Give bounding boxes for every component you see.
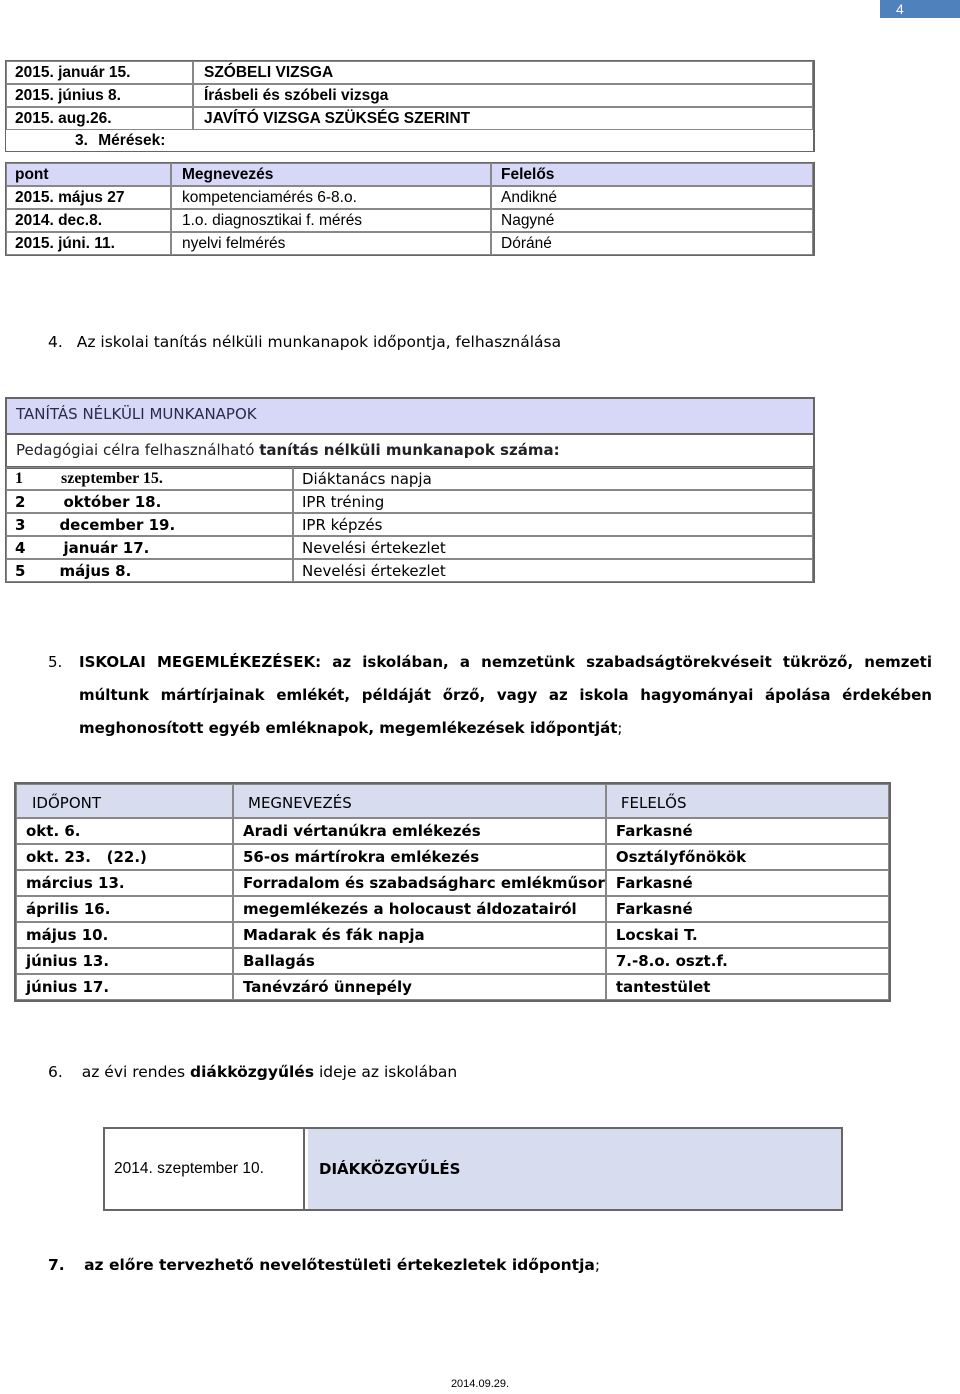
subtitle-emphasis: tanítás nélküli munkanapok száma: <box>259 441 560 459</box>
section-3-number: 3. <box>75 131 88 149</box>
table-row <box>6 513 813 536</box>
workday-purpose: Nevelési értekezlet <box>293 536 813 559</box>
section-number: 6. <box>48 1063 63 1081</box>
event-name: 56-os mártírokra emlékezés <box>233 844 606 870</box>
table-row <box>6 536 813 559</box>
event-owner: Osztályfőnökök <box>606 844 889 870</box>
event-owner: Farkasné <box>606 896 889 922</box>
table-row <box>16 870 889 896</box>
page-number: 4 <box>880 0 960 18</box>
table-row <box>6 490 813 513</box>
section-number: 4. <box>48 333 63 351</box>
column-header: pont <box>6 163 171 186</box>
workday-date: 3 december 19. <box>6 513 293 536</box>
measurement-name: 1.o. diagnosztikai f. mérés <box>171 209 491 232</box>
table-row <box>6 107 813 130</box>
measurement-owner: Dóráné <box>491 232 813 255</box>
table-row <box>16 818 889 844</box>
exam-description: Írásbeli és szóbeli vizsga <box>193 84 813 107</box>
section-text: az előre tervezhető nevelőtestületi értekezletek időpontja; <box>84 1256 601 1274</box>
section-title: Az iskolai tanítás nélküli munkanapok időpontja, felhasználása <box>76 333 562 351</box>
column-header: MEGNEVEZÉS <box>233 784 606 818</box>
event-date: június 13. <box>16 948 233 974</box>
workday-purpose: Nevelési értekezlet <box>293 559 813 582</box>
exam-description: JAVÍTÓ VIZSGA SZÜKSÉG SZERINT <box>193 107 813 130</box>
exam-date: 2015. június 8. <box>6 84 193 107</box>
subtitle-text: Pedagógiai célra felhasználható <box>16 441 260 459</box>
section-3-heading-row <box>6 130 813 151</box>
table-row <box>16 844 889 870</box>
table-row <box>6 232 813 255</box>
workdays-subtitle <box>7 435 813 467</box>
event-owner: 7.-8.o. oszt.f. <box>606 948 889 974</box>
event-owner: Farkasné <box>606 818 889 844</box>
assembly-label: DIÁKKÖZGYŰLÉS <box>308 1129 841 1209</box>
workday-purpose: IPR tréning <box>293 490 813 513</box>
table-row <box>16 948 889 974</box>
column-header: FELELŐS <box>606 784 889 818</box>
assembly-box <box>103 1127 843 1211</box>
section-7-heading <box>48 1256 600 1274</box>
event-date: április 16. <box>16 896 233 922</box>
section-text: az évi rendes diákközgyűlés ideje az iskolában <box>81 1063 458 1081</box>
event-name: Ballagás <box>233 948 606 974</box>
section-number: 7. <box>48 1256 65 1274</box>
event-name: megemlékezés a holocaust áldozatairól <box>233 896 606 922</box>
assembly-date: 2014. szeptember 10. <box>105 1129 305 1209</box>
table-row <box>6 559 813 582</box>
event-owner: Locskai T. <box>606 922 889 948</box>
measurement-owner: Andikné <box>491 186 813 209</box>
workday-date: 2 október 18. <box>6 490 293 513</box>
table-row <box>16 922 889 948</box>
workday-purpose: IPR képzés <box>293 513 813 536</box>
workdays-box <box>5 397 815 469</box>
commemorations-table <box>14 782 891 1002</box>
measurement-name: nyelvi felmérés <box>171 232 491 255</box>
event-date: május 10. <box>16 922 233 948</box>
table-row <box>6 61 813 84</box>
event-name: Madarak és fák napja <box>233 922 606 948</box>
exam-schedule-table <box>5 60 815 152</box>
measurement-name: kompetenciamérés 6-8.o. <box>171 186 491 209</box>
workdays-table <box>5 466 815 583</box>
workday-date: 4 január 17. <box>6 536 293 559</box>
exam-date: 2015. aug.26. <box>6 107 193 130</box>
section-3-title: Mérések: <box>98 131 166 149</box>
event-date: március 13. <box>16 870 233 896</box>
exam-description: SZÓBELI VIZSGA <box>193 61 813 84</box>
event-date: okt. 6. <box>16 818 233 844</box>
measurement-date: 2015. május 27 <box>6 186 171 209</box>
measurement-date: 2015. júni. 11. <box>6 232 171 255</box>
event-name: Tanévzáró ünnepély <box>233 974 606 1000</box>
workdays-header: TANÍTÁS NÉLKÜLI MUNKANAPOK <box>7 399 813 435</box>
section-4-heading <box>48 333 561 351</box>
workday-date: 1 szeptember 15. <box>6 467 293 490</box>
section-text: ISKOLAI MEGEMLÉKEZÉSEK: az iskolában, a nemzetünk szabadságtörekvéseit tükröző, nemzeti múltunk mártírjainak emlékét, példáját őrző, vagy az iskola hagyományai ápolása érdekében meghonosított egyéb emléknapok, megemlékezések időpontját; <box>79 653 932 737</box>
event-name: Forradalom és szabadságharc emlékműsor <box>233 870 606 896</box>
column-header: IDŐPONT <box>16 784 233 818</box>
measurement-owner: Nagyné <box>491 209 813 232</box>
table-row <box>6 467 813 490</box>
table-header-row <box>6 163 813 186</box>
event-date: okt. 23. (22.) <box>16 844 233 870</box>
table-row <box>6 84 813 107</box>
table-header-row <box>16 784 889 818</box>
event-owner: tantestület <box>606 974 889 1000</box>
footer-date: 2014.09.29. <box>450 1378 510 1390</box>
event-date: június 17. <box>16 974 233 1000</box>
table-row <box>6 209 813 232</box>
event-name: Aradi vértanúkra emlékezés <box>233 818 606 844</box>
section-number: 5. <box>48 653 63 671</box>
workday-date: 5 május 8. <box>6 559 293 582</box>
event-owner: Farkasné <box>606 870 889 896</box>
section-6-heading <box>48 1063 457 1081</box>
table-row <box>16 974 889 1000</box>
workday-purpose: Diáktanács napja <box>293 467 813 490</box>
measurements-table <box>5 162 815 256</box>
column-header: Megnevezés <box>171 163 491 186</box>
table-row <box>6 186 813 209</box>
measurement-date: 2014. dec.8. <box>6 209 171 232</box>
column-header: Felelős <box>491 163 813 186</box>
section-5-paragraph <box>48 646 932 745</box>
table-row <box>16 896 889 922</box>
exam-date: 2015. január 15. <box>6 61 193 84</box>
